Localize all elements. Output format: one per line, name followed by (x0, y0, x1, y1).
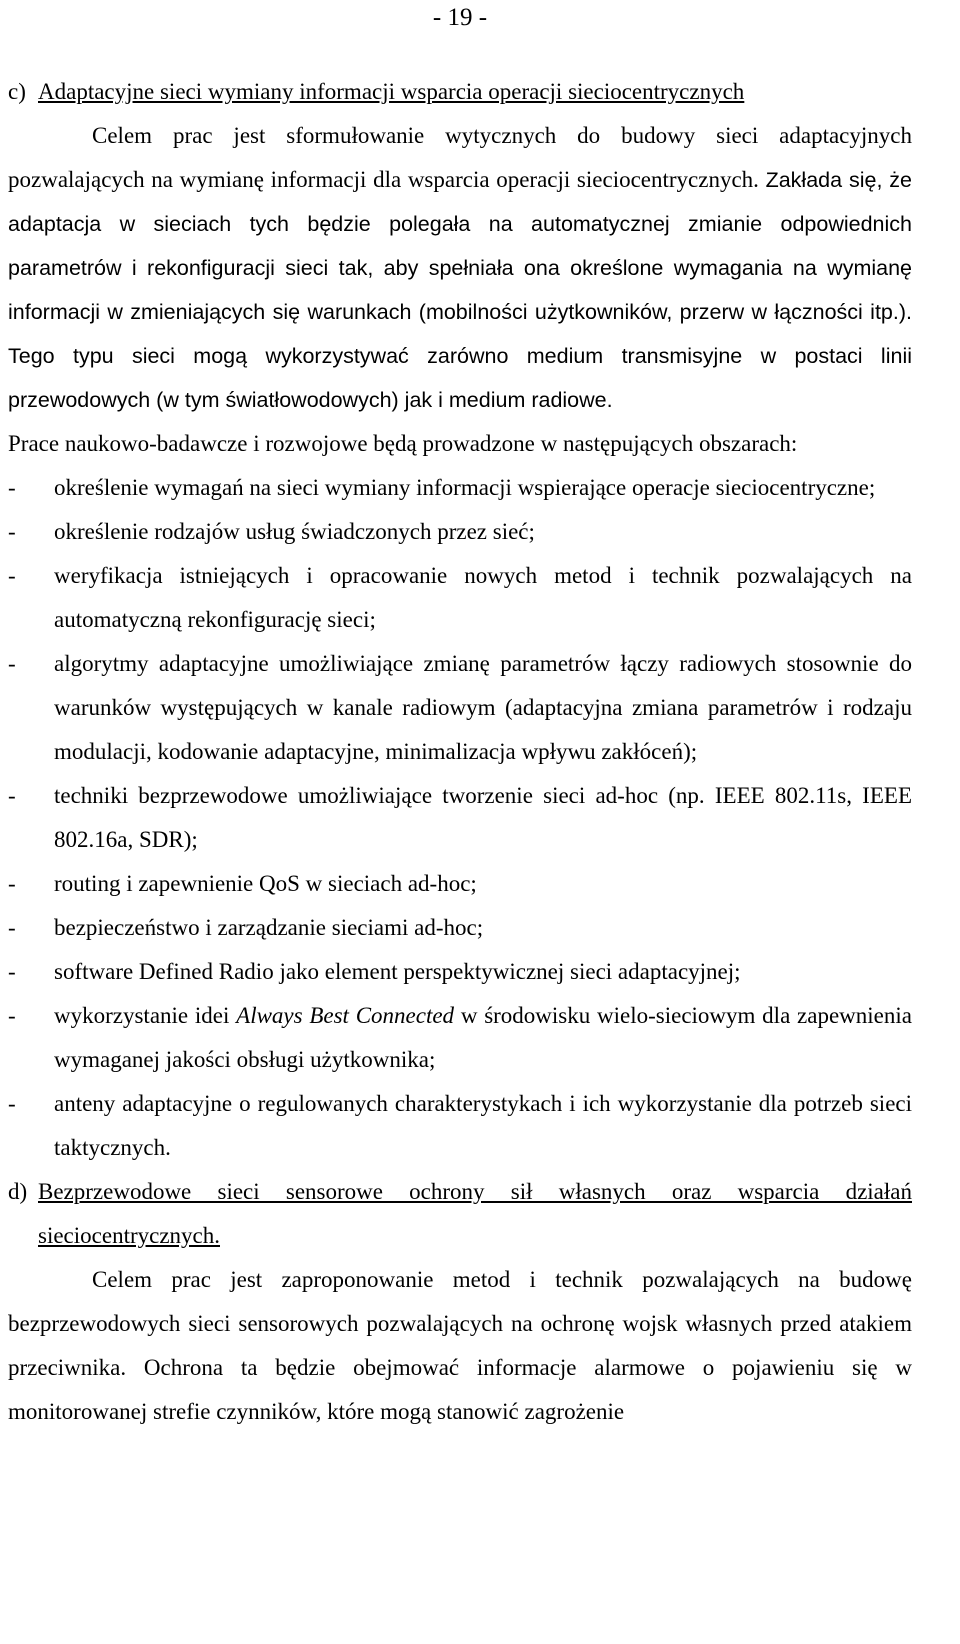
bullet-dash: - (8, 475, 16, 500)
list-item (8, 642, 912, 774)
section-c-paragraph (8, 114, 912, 422)
list-item-text: software Defined Radio jako element perspektywicznej sieci adaptacyjnej; (54, 959, 741, 984)
bullet-dash: - (8, 651, 16, 676)
list-item-text: weryfikacja istniejących i opracowanie nowych metod i technik pozwalających na automatyczną rekonfigurację sieci; (54, 563, 912, 632)
list-item-text: algorytmy adaptacyjne umożliwiające zmianę parametrów łączy radiowych stosownie do warunków występujących w kanale radiowym (adaptacyjna zmiana parametrów i rodzaju modulacji, kodowanie adaptacyjne, minimalizacja wpływu zakłóceń); (54, 651, 912, 764)
bullet-dash: - (8, 783, 16, 808)
list-item-text-before: wykorzystanie idei (54, 1003, 237, 1028)
list-item (8, 1082, 912, 1170)
section-c-heading (8, 70, 912, 114)
section-d-heading (8, 1170, 912, 1258)
list-item-text: określenie rodzajów usług świadczonych przez sieć; (54, 519, 535, 544)
bullet-dash: - (8, 959, 16, 984)
bullet-dash: - (8, 563, 16, 588)
bullet-dash: - (8, 1091, 16, 1116)
list-item (8, 950, 912, 994)
section-c-marker: c) (8, 79, 26, 104)
page-content (8, 70, 912, 1434)
list-item-text: bezpieczeństwo i zarządzanie sieciami ad-hoc; (54, 915, 484, 940)
list-item (8, 774, 912, 862)
list-item-text: techniki bezprzewodowe umożliwiające tworzenie sieci ad-hoc (np. IEEE 802.11s, IEEE 802.16a, SDR); (54, 783, 912, 852)
bullet-dash: - (8, 871, 16, 896)
list-item-text (54, 994, 912, 1082)
list-item (8, 906, 912, 950)
list-item-text-after: w środowisku wielo-sieciowym dla zapewnienia wymaganej jakości obsługi użytkownika; (54, 1003, 912, 1072)
section-d-title: Bezprzewodowe sieci sensorowe ochrony sił własnych oraz wsparcia działań sieciocentrycznych. (38, 1179, 912, 1248)
bullet-dash: - (8, 1003, 16, 1028)
section-d-marker: d) (8, 1179, 28, 1204)
list-item-italic-term: Always Best Connected (236, 1003, 455, 1028)
section-d-intro: Celem prac jest zaproponowanie metod i technik pozwalających na budowę bezprzewodowych sieci sensorowych pozwalających na ochronę wojsk własnych przed atakiem przeciwnika. Ochrona ta będzie obejmować informacje alarmowe o pojawieniu się w monitorowanej strefie czynników, które mogą stanowić zagrożenie (8, 1267, 912, 1424)
section-c-title: Adaptacyjne sieci wymiany informacji wsparcia operacji sieciocentrycznych (38, 79, 745, 104)
page-number: - 19 - (432, 4, 488, 31)
list-item (8, 994, 912, 1082)
section-c-intro: Celem prac jest sformułowanie wytycznych do budowy sieci adaptacyjnych pozwalających na wymianę informacji dla wsparcia operacji sieciocentrycznych. (8, 123, 912, 192)
list-item-text: routing i zapewnienie QoS w sieciach ad-hoc; (54, 871, 477, 896)
bullet-dash: - (8, 915, 16, 940)
list-item (8, 510, 912, 554)
section-c-bullet-list (8, 466, 912, 1170)
list-item (8, 554, 912, 642)
list-item (8, 466, 912, 510)
bullet-dash: - (8, 519, 16, 544)
section-c-description: Zakłada się, że adaptacja w sieciach tych będzie polegała na automatycznej zmianie odpowiednich parametrów i rekonfiguracji sieci tak, aby spełniała ona określone wymagania na wymianę informacji w zmieniających się warunkach (mobilności użytkowników, przerw w łączności itp.). Tego typu sieci mogą wykorzystywać zarówno medium transmisyjne w postaci linii przewodowych (w tym światłowodowych) jak i medium radiowe. (8, 168, 913, 412)
list-item (8, 862, 912, 906)
section-c-areas-intro: Prace naukowo-badawcze i rozwojowe będą prowadzone w następujących obszarach: (8, 431, 798, 456)
list-item-text: anteny adaptacyjne o regulowanych charakterystykach i ich wykorzystanie dla potrzeb sieci taktycznych. (54, 1091, 912, 1160)
list-item-text: określenie wymagań na sieci wymiany informacji wspierające operacje sieciocentryczne; (54, 475, 876, 500)
